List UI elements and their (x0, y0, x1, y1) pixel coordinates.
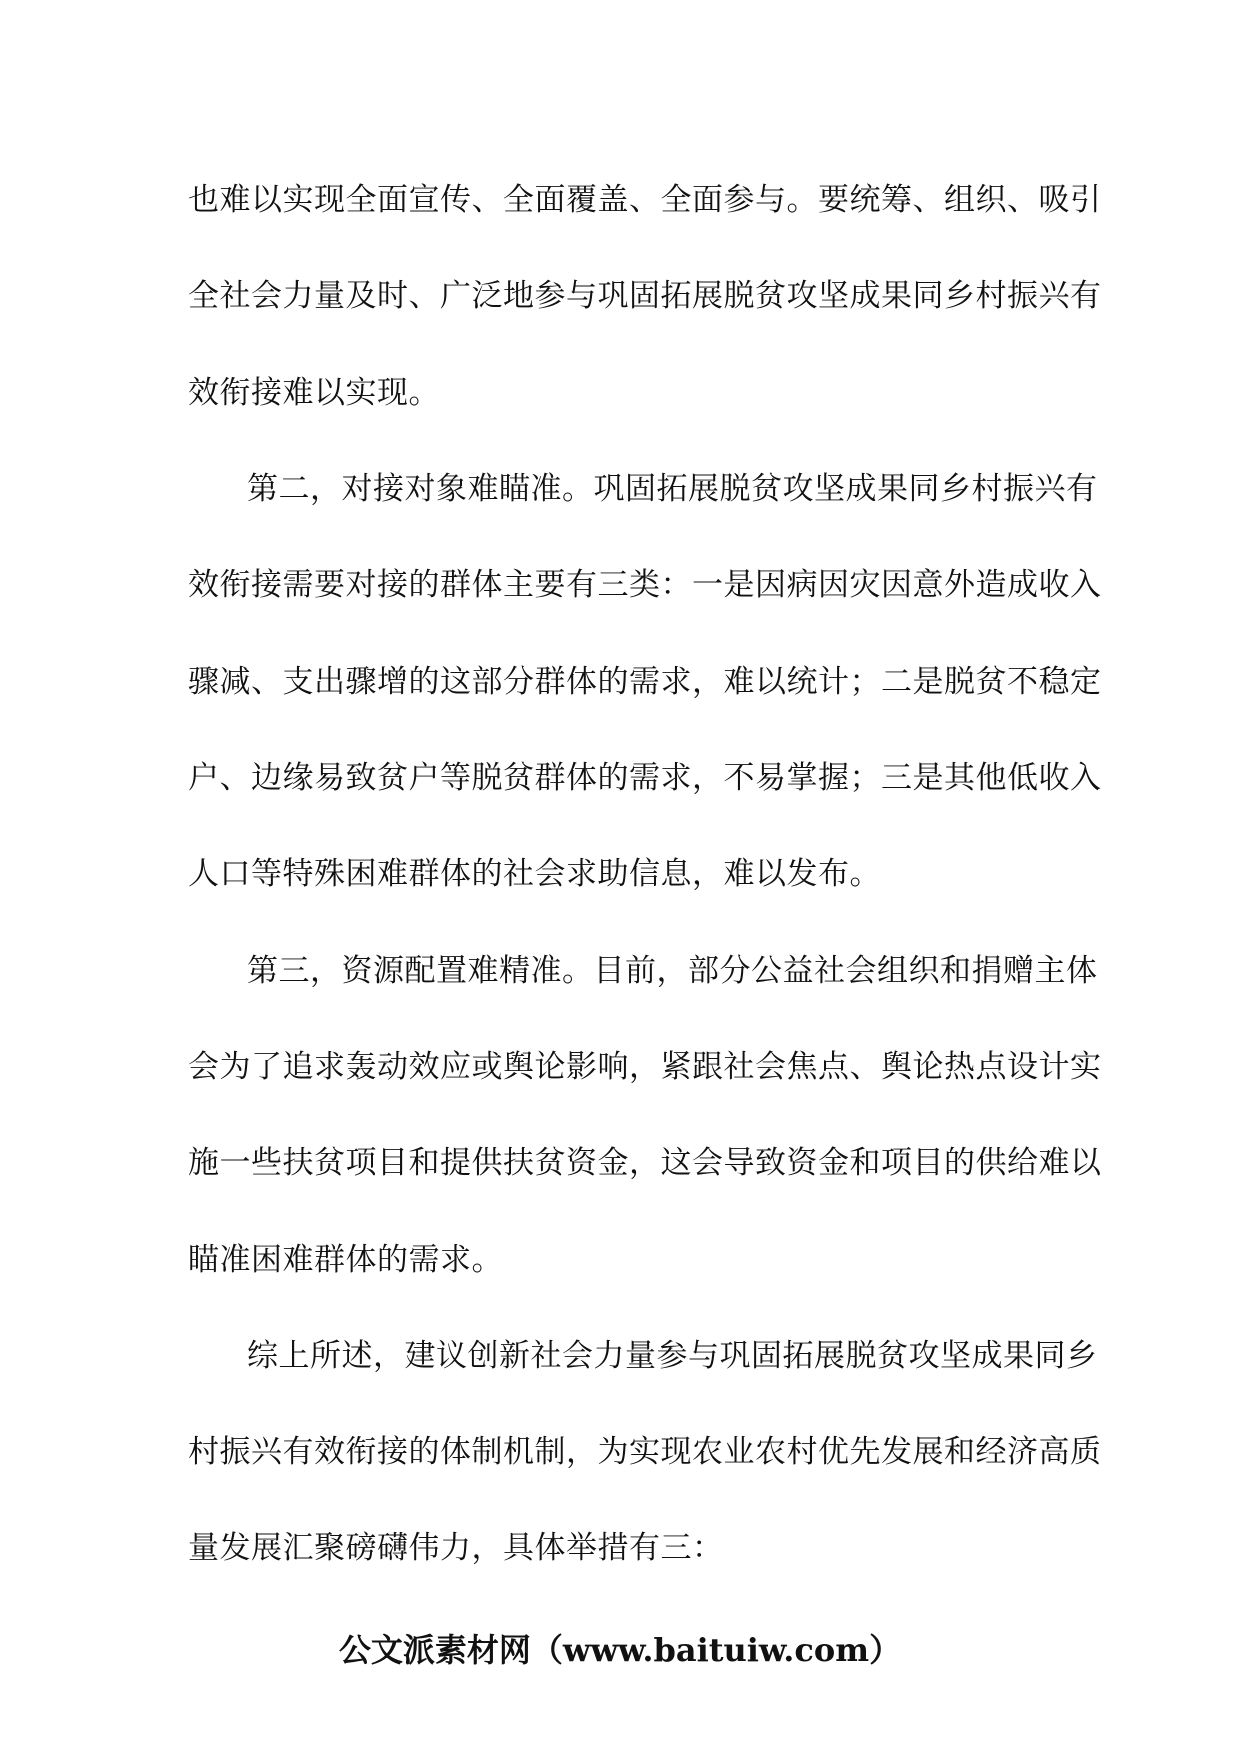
text-line: 瞄准困难群体的需求。 (188, 1242, 503, 1278)
text-line: 效衔接需要对接的群体主要有三类：一是因病因灾因意外造成收入 (188, 567, 1102, 603)
footer-watermark: 公文派素材网（www.baituiw.com） (338, 1631, 902, 1669)
text-line: 村振兴有效衔接的体制机制，为实现农业农村优先发展和经济高质 (188, 1434, 1102, 1470)
text-line: 户、边缘易致贫户等脱贫群体的需求，不易掌握；三是其他低收入 (188, 760, 1102, 796)
text-line: 也难以实现全面宣传、全面覆盖、全面参与。要统筹、组织、吸引 (188, 182, 1102, 218)
text-line: 会为了追求轰动效应或舆论影响，紧跟社会焦点、舆论热点设计实 (188, 1049, 1102, 1085)
text-line: 施一些扶贫项目和提供扶贫资金，这会导致资金和项目的供给难以 (188, 1145, 1102, 1181)
paragraph-start-line: 第三，资源配置难精准。目前，部分公益社会组织和捐赠主体 (247, 953, 1098, 989)
text-line: 全社会力量及时、广泛地参与巩固拓展脱贫攻坚成果同乡村振兴有 (188, 278, 1102, 314)
paragraph-start-line: 第二，对接对象难瞄准。巩固拓展脱贫攻坚成果同乡村振兴有 (247, 471, 1098, 507)
text-line: 人口等特殊困难群体的社会求助信息，难以发布。 (188, 856, 881, 892)
text-line: 效衔接难以实现。 (188, 375, 440, 411)
text-line: 骤减、支出骤增的这部分群体的需求，难以统计；二是脱贫不稳定 (188, 664, 1102, 700)
paragraph-start-line: 综上所述，建议创新社会力量参与巩固拓展脱贫攻坚成果同乡 (247, 1338, 1098, 1374)
text-line: 量发展汇聚磅礴伟力，具体举措有三： (188, 1530, 724, 1566)
